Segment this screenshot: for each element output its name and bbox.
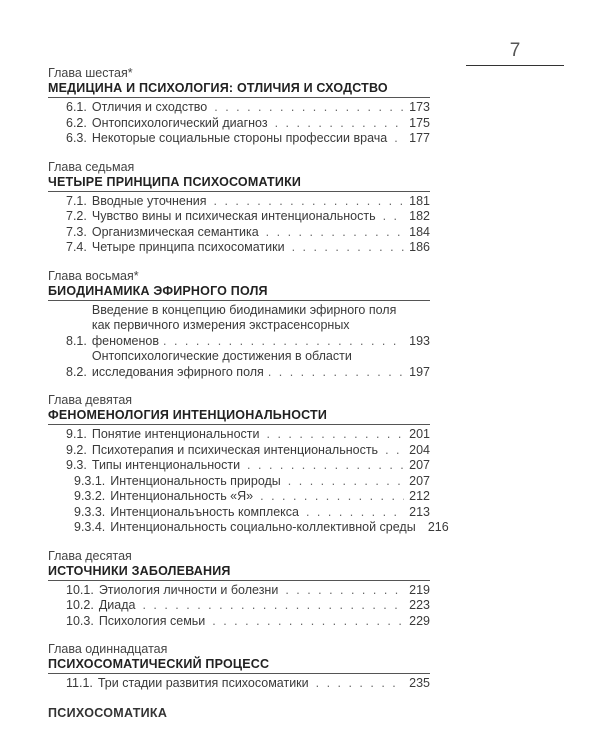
chapter-label: Глава одиннадцатая (48, 642, 168, 656)
toc-entry[interactable] (48, 131, 430, 147)
entry-title: Отличия и сходство (91, 100, 208, 114)
entry-page: 181 (409, 193, 430, 208)
entry-page: 173 (409, 100, 430, 114)
entry-number: 10.1. (66, 582, 94, 597)
toc-subentry[interactable] (48, 505, 430, 521)
chapter-6 (48, 66, 430, 147)
entry-line: как первичного измерения экстрасенсорных (91, 318, 350, 332)
entry-title: Интенциональъность комплекса (110, 504, 299, 519)
dot-leader (212, 614, 404, 630)
entry-title: Психология семьи (98, 613, 206, 628)
entry-number: 9.3.2. (74, 489, 106, 503)
entry-page: 223 (409, 598, 430, 612)
entry-number: 7.3. (66, 224, 87, 239)
entry-page: 207 (409, 473, 430, 488)
entry-number: 9.1. (66, 427, 87, 441)
entry-title: Три стадии развития психосоматики (97, 676, 309, 690)
entry-page: 197 (409, 364, 430, 379)
running-footer: ПСИХОСОМАТИКА (48, 706, 168, 720)
entry-title: Интенциональность социально-коллективной среды (110, 520, 416, 534)
toc-entry[interactable] (48, 443, 430, 459)
chapter-11 (48, 642, 430, 692)
entry-number: 9.3.1. (74, 473, 106, 488)
entry-line: исследования эфирного поля (91, 364, 264, 379)
entry-last-line (92, 334, 430, 350)
toc-entry[interactable] (48, 240, 430, 256)
entry-page: 229 (409, 613, 430, 628)
dot-leader (285, 583, 404, 599)
entry-page: 212 (409, 489, 430, 503)
dot-leader (267, 427, 405, 443)
chapter-label: Глава восьмая* (48, 268, 139, 283)
entry-title: Этиология личности и болезни (98, 582, 279, 597)
chapter-title: ИСТОЧНИКИ ЗАБОЛЕВАНИЯ (48, 563, 231, 578)
chapter-title: БИОДИНАМИКА ЭФИРНОГО ПОЛЯ (48, 283, 268, 298)
entry-last-line (92, 365, 430, 381)
entry-title: Онтопсихологический диагноз (91, 115, 268, 130)
entry-page: 177 (409, 131, 430, 145)
entry-title: Понятие интенциональности (91, 427, 260, 441)
entry-title (92, 349, 430, 380)
dot-leader (268, 365, 404, 381)
entry-number: 10.2. (66, 598, 94, 612)
toc-entry[interactable] (48, 225, 430, 241)
dot-leader (316, 676, 404, 692)
entry-title: Чувство вины и психическая интенциональность (91, 209, 376, 223)
table-of-contents (48, 66, 449, 692)
entry-title: Диада (98, 598, 136, 612)
entry-number: 7.1. (66, 193, 87, 208)
chapter-title: ЧЕТЫРЕ ПРИНЦИПА ПСИХОСОМАТИКИ (48, 174, 302, 189)
toc-entry[interactable] (48, 583, 430, 599)
entry-page: 184 (409, 224, 430, 239)
entry-page: 201 (409, 427, 430, 441)
chapter-title: МЕДИЦИНА И ПСИХОЛОГИЯ: ОТЛИЧИЯ И СХОДСТВО (48, 81, 388, 95)
chapter-title: ФЕНОМЕНОЛОГИЯ ИНТЕНЦИОНАЛЬНОСТИ (48, 408, 328, 422)
toc-entry[interactable] (48, 598, 430, 614)
entry-page: 213 (409, 504, 430, 519)
chapter-label: Глава девятая (48, 393, 133, 407)
entry-page: 204 (409, 442, 430, 457)
entry-page: 216 (427, 520, 449, 534)
chapter-10 (48, 549, 430, 630)
toc-entry[interactable] (48, 349, 430, 380)
entry-page: 175 (409, 115, 430, 130)
chapter-label: Глава десятая (48, 548, 132, 563)
entry-title: Четыре принципа психосоматики (91, 240, 285, 254)
entry-number: 9.3.3. (74, 504, 106, 519)
dot-leader (394, 131, 404, 147)
entry-number: 11.1. (66, 676, 93, 690)
chapter-divider (48, 424, 430, 425)
toc-entry[interactable] (48, 676, 430, 692)
chapter-title: ПСИХОСОМАТИЧЕСКИЙ ПРОЦЕСС (48, 657, 270, 671)
dot-leader (383, 209, 404, 225)
dot-leader (142, 598, 404, 614)
entry-number: 10.3. (66, 613, 94, 628)
entry-number: 6.2. (66, 115, 87, 130)
dot-leader (214, 194, 404, 210)
chapter-divider (48, 580, 430, 581)
entry-title: Организмическая семантика (91, 224, 259, 239)
toc-entry[interactable] (48, 614, 430, 630)
dot-leader (266, 225, 404, 241)
chapter-divider (48, 97, 430, 98)
entry-title: Интенциональность «Я» (110, 489, 254, 503)
chapter-divider (48, 191, 430, 192)
chapter-8 (48, 269, 430, 381)
entry-title: Интенциональность природы (110, 473, 281, 488)
entry-title: Некоторые социальные стороны профессии врача (91, 131, 388, 145)
toc-entry[interactable] (48, 100, 430, 116)
dot-leader (306, 505, 404, 521)
entry-number: 6.3. (66, 131, 87, 145)
toc-subentry[interactable] (48, 474, 430, 490)
toc-entry[interactable] (48, 303, 430, 350)
chapter-divider (48, 673, 430, 674)
toc-entry[interactable] (48, 116, 430, 132)
chapter-divider (48, 300, 430, 301)
entry-line: Онтопсихологические достижения в области (91, 349, 352, 363)
entry-line: феноменов (91, 333, 159, 348)
entry-page: 182 (409, 209, 430, 223)
toc-entry[interactable] (48, 209, 430, 225)
entry-number: 9.3. (66, 458, 87, 472)
entry-number: 8.2. (66, 364, 87, 379)
entry-page: 193 (409, 333, 430, 348)
dot-leader (275, 116, 404, 132)
chapter-label: Глава шестая* (48, 66, 133, 80)
chapter-9 (48, 393, 449, 536)
entry-number: 7.2. (66, 209, 87, 223)
entry-page: 235 (409, 676, 430, 690)
entry-page: 186 (409, 240, 430, 254)
toc-entry[interactable] (48, 458, 430, 474)
dot-leader (214, 100, 404, 116)
entry-number: 7.4. (66, 240, 87, 254)
chapter-7 (48, 160, 430, 256)
dot-leader (260, 489, 404, 505)
toc-entry[interactable] (48, 194, 430, 210)
entry-number: 8.1. (66, 333, 87, 348)
dot-leader (247, 458, 404, 474)
entry-title (92, 303, 430, 350)
entry-title: Вводные уточнения (91, 193, 207, 208)
entry-number: 6.1. (66, 100, 87, 114)
dot-leader (385, 443, 404, 459)
entry-number: 9.2. (66, 442, 87, 457)
entry-number: 9.3.4. (74, 520, 106, 534)
page-number: 7 (466, 38, 564, 66)
entry-title: Типы интенциональности (91, 458, 241, 472)
dot-leader (292, 240, 404, 256)
dot-leader (288, 474, 404, 490)
chapter-label: Глава седьмая (48, 159, 135, 174)
entry-title: Психотерапия и психическая интенциональность (91, 442, 379, 457)
toc-entry[interactable] (48, 427, 430, 443)
toc-subentry[interactable] (48, 520, 449, 536)
entry-page: 219 (409, 582, 430, 597)
dot-leader (163, 334, 404, 350)
entry-page: 207 (409, 458, 430, 472)
toc-subentry[interactable] (48, 489, 430, 505)
entry-line: Введение в концепцию биодинамики эфирного поля (91, 302, 397, 317)
